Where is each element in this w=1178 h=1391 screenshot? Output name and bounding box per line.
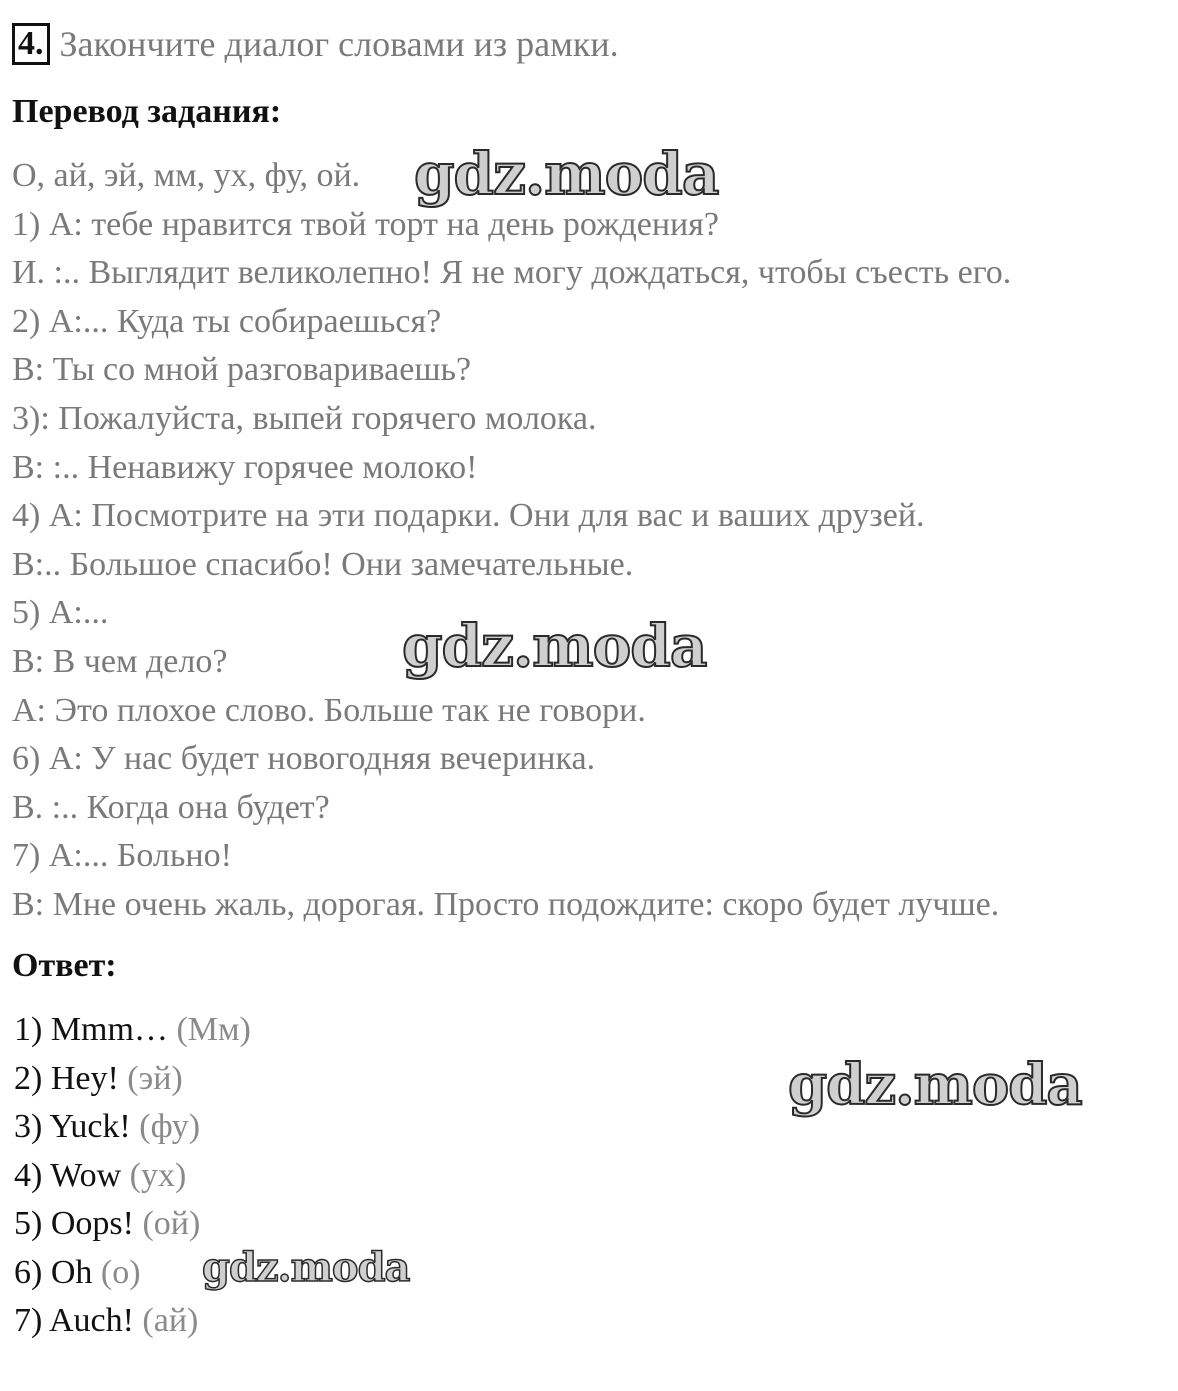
- translation-line: 1) А: тебе нравится твой торт на день рождения?: [12, 205, 719, 243]
- answer-russian: (ай): [142, 1302, 199, 1339]
- translation-line: В: :.. Ненавижу горячее молоко!: [12, 448, 478, 486]
- answer-english: 3) Yuck!: [14, 1108, 131, 1145]
- translation-title: Перевод задания:: [12, 93, 282, 130]
- translation-line: В:.. Большое спасибо! Они замечательные.: [12, 545, 634, 583]
- task-instruction: Закончите диалог словами из рамки.: [59, 24, 619, 64]
- translation-line: 3): Пожалуйста, выпей горячего молока.: [12, 399, 597, 437]
- translation-line: В: Мне очень жаль, дорогая. Просто подождите: скоро будет лучше.: [12, 885, 1000, 923]
- translation-line: В: Ты со мной разговариваешь?: [12, 351, 472, 389]
- answer-russian: (эй): [127, 1059, 183, 1097]
- answer-russian: (ой): [142, 1205, 201, 1242]
- answer-english: 2) Hey!: [14, 1059, 119, 1097]
- translation-line: О, ай, эй, мм, ух, фу, ой.: [12, 157, 361, 194]
- answer-item: [14, 1297, 251, 1346]
- translation-line: В. :.. Когда она будет?: [12, 788, 330, 826]
- answer-list: [14, 1006, 251, 1346]
- answer-item: [14, 1055, 251, 1104]
- answer-item: [14, 1152, 251, 1201]
- translation-line: 7) А:... Больно!: [12, 837, 232, 875]
- answer-english: 7) Auch!: [14, 1302, 134, 1339]
- translation-line: 2) А:... Куда ты собираешься?: [12, 302, 442, 340]
- watermark-logo: gdz.moda: [402, 612, 707, 680]
- answer-russian: (Мм): [176, 1011, 251, 1048]
- answer-item: [14, 1200, 251, 1249]
- answer-title: Ответ:: [12, 947, 117, 984]
- translation-line: 4) А: Посмотрите на эти подарки. Они для вас и ваших друзей.: [12, 497, 925, 535]
- answer-english: 6) Oh: [14, 1253, 93, 1291]
- answer-russian: (ух): [129, 1156, 187, 1194]
- task-header: [12, 22, 619, 66]
- translation-line: А: Это плохое слово. Больше так не говори.: [12, 691, 646, 729]
- task-number-box: 4.: [12, 23, 50, 65]
- watermark-logo: gdz.moda: [788, 1052, 1082, 1118]
- translation-line: 6) А: У нас будет новогодняя вечеринка.: [12, 740, 596, 778]
- answer-item: [14, 1006, 251, 1055]
- translation-line: В: В чем дело?: [12, 642, 228, 680]
- answer-english: 1) Mmm…: [14, 1011, 168, 1048]
- watermark-logo: gdz.moda: [414, 140, 719, 208]
- answer-english: 4) Wow: [14, 1156, 122, 1194]
- answer-item: [14, 1103, 251, 1152]
- translation-line: 5) А:...: [12, 594, 109, 632]
- answer-english: 5) Oops!: [14, 1205, 134, 1242]
- translation-text: [12, 152, 1172, 930]
- answer-russian: (фу): [139, 1108, 201, 1145]
- answer-russian: (о): [100, 1253, 141, 1291]
- translation-line: И. :.. Выглядит великолепно! Я не могу дождаться, чтобы съесть его.: [12, 254, 1012, 292]
- watermark-logo: gdz.moda: [202, 1244, 410, 1291]
